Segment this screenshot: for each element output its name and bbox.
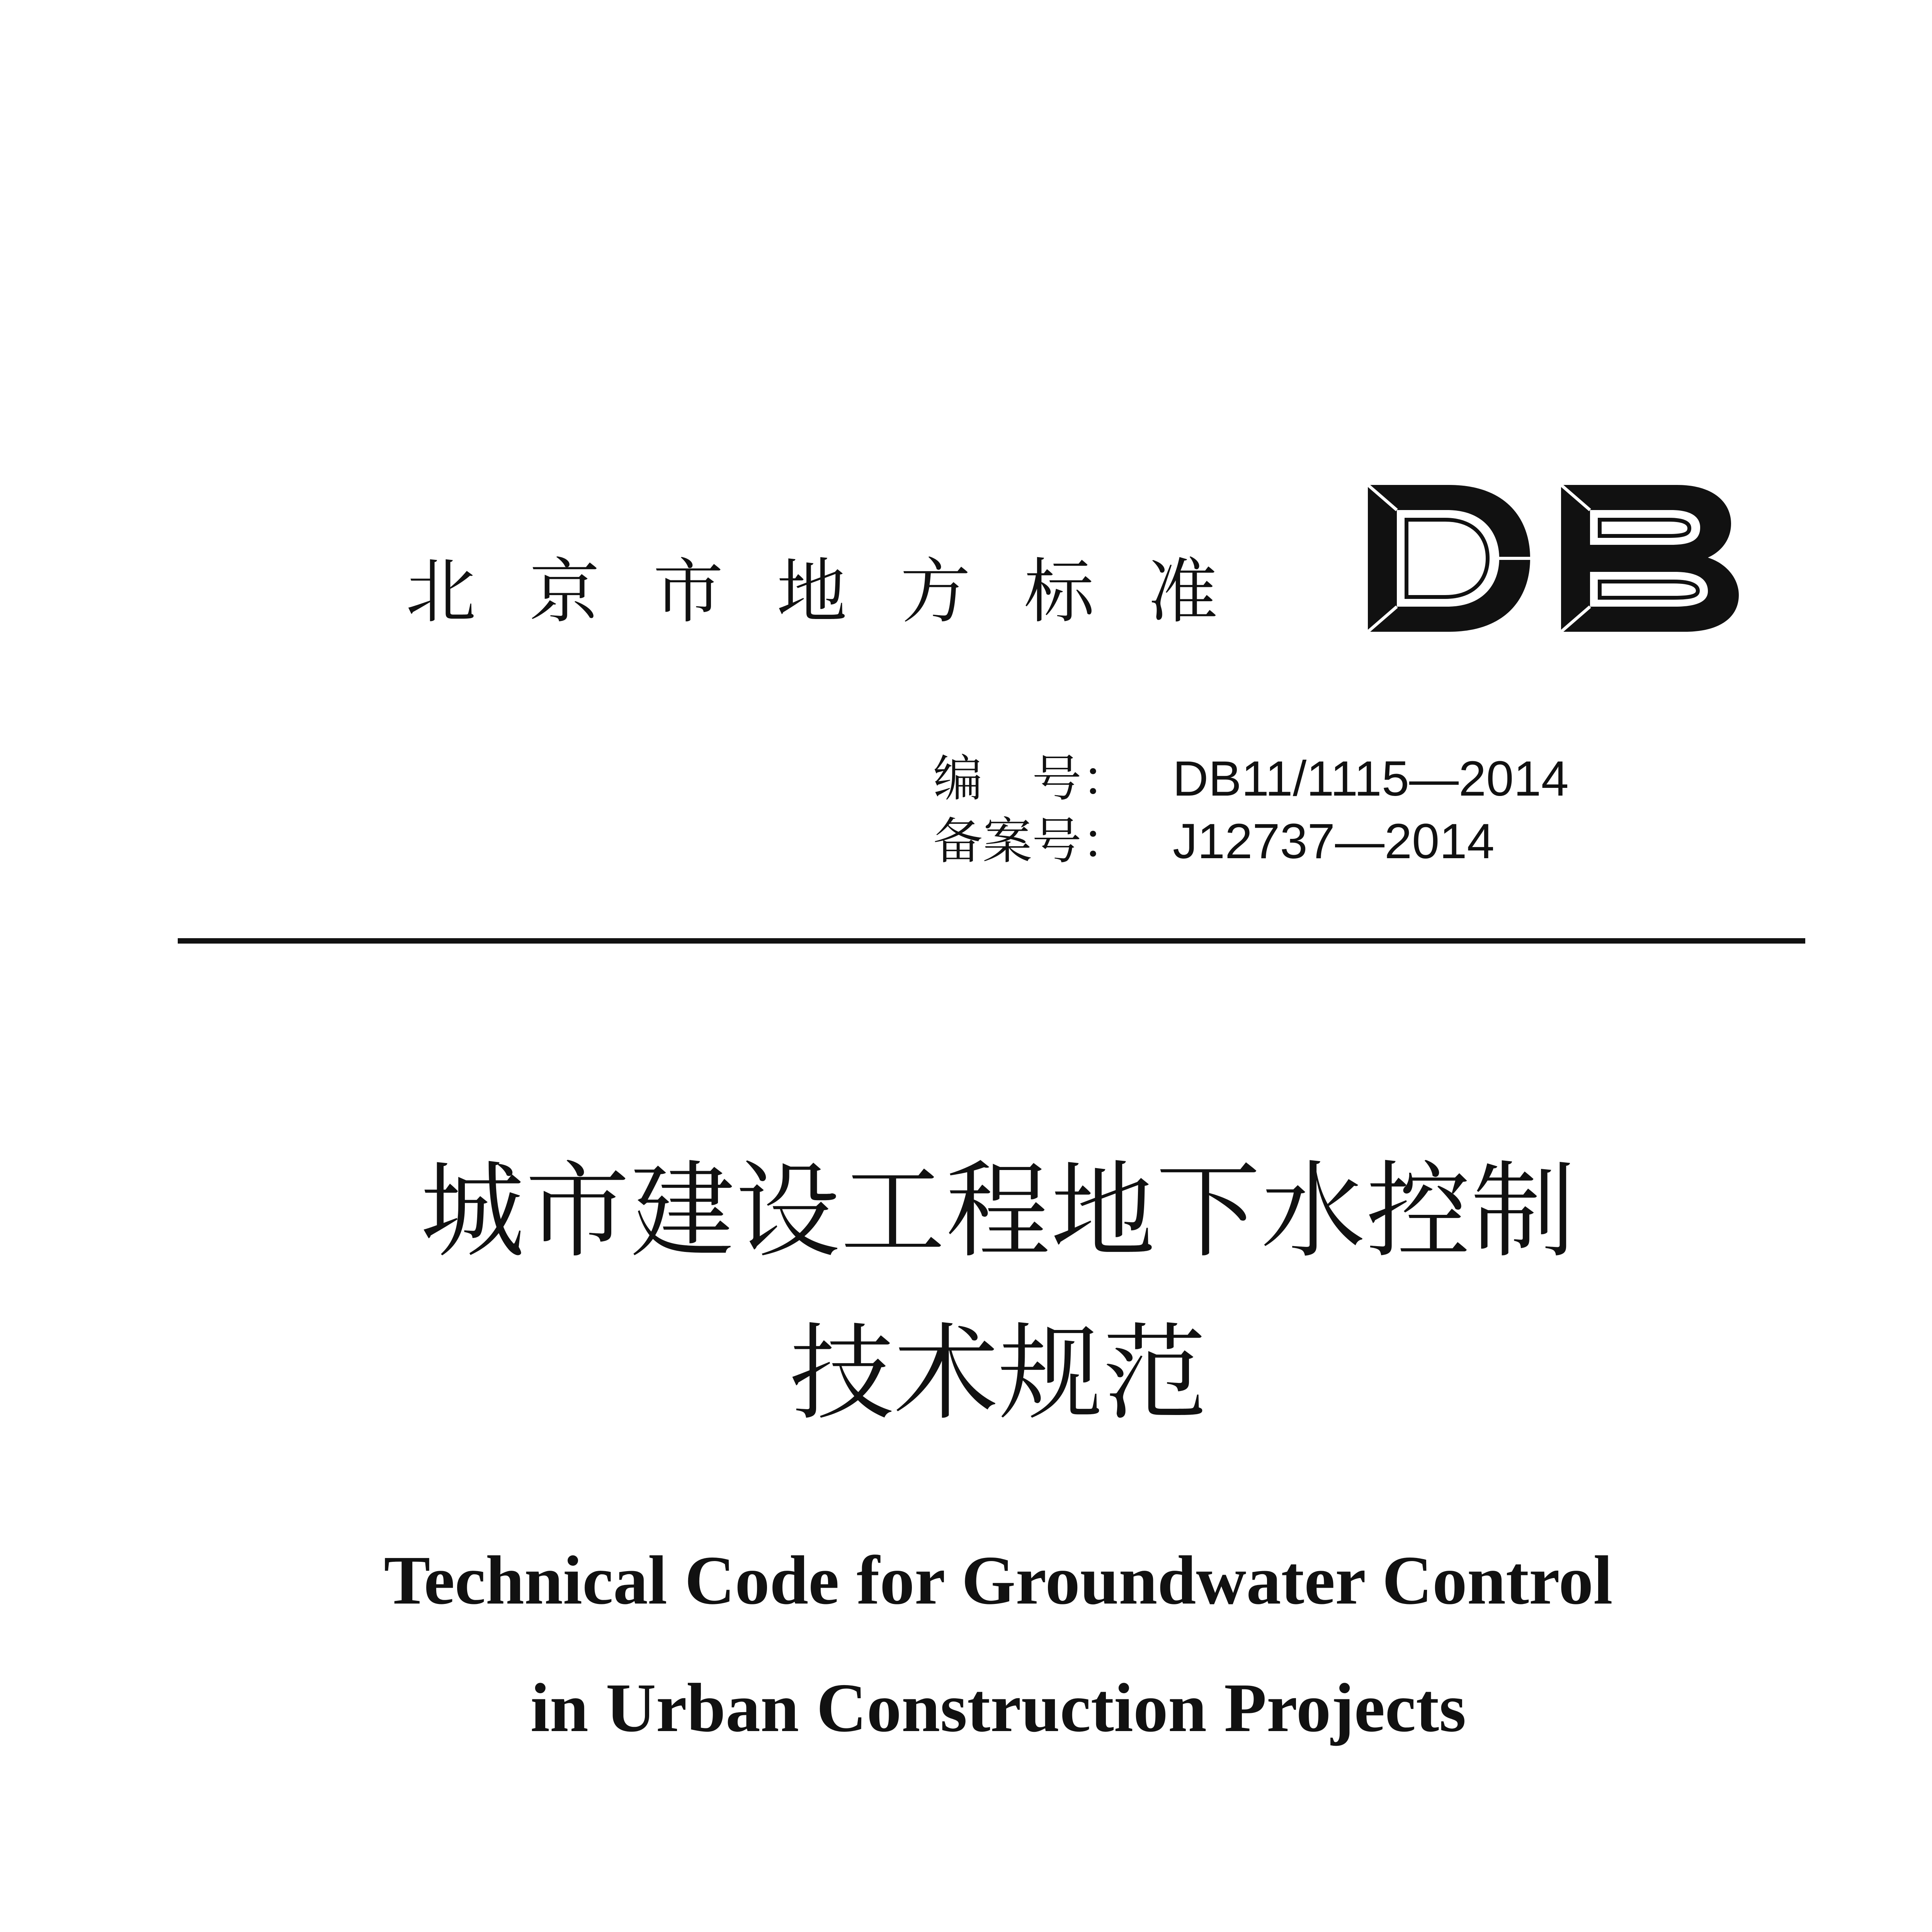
top-divider bbox=[178, 938, 1805, 944]
title-en-line-2: in Urban Construction Projects bbox=[530, 1669, 1466, 1746]
title-zh-line-2: 技术规范 bbox=[789, 1313, 1207, 1434]
standard-type-heading: 北京市地方标准 bbox=[406, 551, 1271, 633]
standard-number-label: 编 号： bbox=[933, 750, 1131, 808]
db-logo-letter-d bbox=[1368, 485, 1530, 632]
record-number-label: 备案号： bbox=[933, 813, 1131, 870]
record-number-value: J12737—2014 bbox=[1173, 814, 1495, 869]
db-logo bbox=[1360, 462, 1747, 655]
standard-number-row bbox=[933, 748, 1569, 810]
record-number-row bbox=[933, 810, 1569, 873]
title-en-line-1: Technical Code for Groundwater Control bbox=[384, 1542, 1613, 1619]
db-logo-letter-b bbox=[1561, 485, 1739, 632]
standard-codes bbox=[933, 748, 1569, 873]
title-zh-line-1: 城市建设工程地下水控制 bbox=[420, 1150, 1577, 1272]
standard-number-value: DB11/1115—2014 bbox=[1173, 751, 1569, 806]
